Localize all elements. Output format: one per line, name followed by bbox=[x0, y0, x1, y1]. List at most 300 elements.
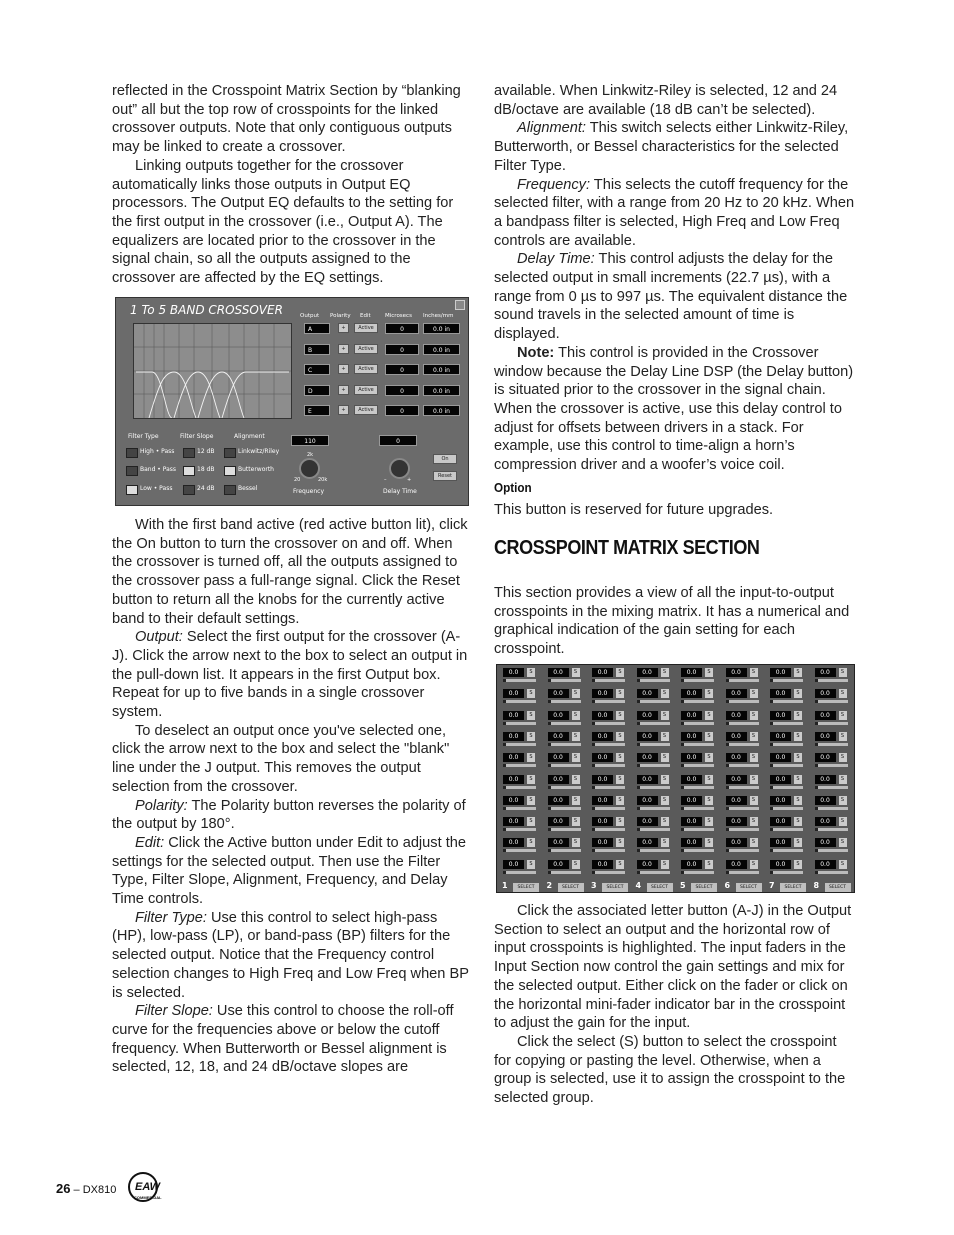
fader-handle[interactable] bbox=[815, 764, 818, 767]
mini-fader-bar[interactable] bbox=[548, 871, 581, 874]
crosspoint-cell[interactable] bbox=[500, 773, 542, 792]
mini-fader-bar[interactable] bbox=[548, 849, 581, 852]
crosspoint-cell[interactable] bbox=[500, 687, 542, 706]
frequency-field[interactable]: 110 bbox=[291, 435, 329, 446]
crosspoint-cell[interactable] bbox=[545, 773, 587, 792]
mini-fader-bar[interactable] bbox=[726, 828, 759, 831]
crosspoint-cell[interactable] bbox=[767, 836, 809, 855]
select-s-button[interactable]: S bbox=[750, 796, 758, 805]
fader-handle[interactable] bbox=[592, 828, 595, 831]
fader-handle[interactable] bbox=[548, 849, 551, 852]
fader-handle[interactable] bbox=[592, 807, 595, 810]
crosspoint-cell[interactable] bbox=[767, 687, 809, 706]
crosspoint-cell[interactable] bbox=[589, 666, 631, 685]
select-s-button[interactable]: S bbox=[661, 775, 669, 784]
crosspoint-cell[interactable] bbox=[767, 815, 809, 834]
reset-button[interactable]: Reset bbox=[433, 471, 457, 481]
select-s-button[interactable]: S bbox=[527, 838, 535, 847]
mini-fader-bar[interactable] bbox=[770, 849, 803, 852]
mini-fader-bar[interactable] bbox=[592, 743, 625, 746]
mini-fader-bar[interactable] bbox=[681, 764, 714, 767]
select-s-button[interactable]: S bbox=[661, 838, 669, 847]
crosspoint-cell[interactable] bbox=[589, 751, 631, 770]
select-s-button[interactable]: S bbox=[794, 775, 802, 784]
edit-active-button[interactable]: Active bbox=[354, 323, 378, 333]
fader-handle[interactable] bbox=[815, 807, 818, 810]
select-s-button[interactable]: S bbox=[705, 689, 713, 698]
select-s-button[interactable]: S bbox=[616, 838, 624, 847]
mini-fader-bar[interactable] bbox=[592, 764, 625, 767]
crosspoint-cell[interactable] bbox=[589, 730, 631, 749]
edit-active-button[interactable]: Active bbox=[354, 405, 378, 415]
mini-fader-bar[interactable] bbox=[548, 786, 581, 789]
crosspoint-cell[interactable] bbox=[500, 751, 542, 770]
crosspoint-cell[interactable] bbox=[678, 815, 720, 834]
select-s-button[interactable]: S bbox=[794, 668, 802, 677]
select-s-button[interactable]: S bbox=[527, 775, 535, 784]
fader-handle[interactable] bbox=[681, 722, 684, 725]
select-s-button[interactable]: S bbox=[839, 732, 847, 741]
crosspoint-cell[interactable] bbox=[767, 751, 809, 770]
select-s-button[interactable]: S bbox=[794, 732, 802, 741]
mini-fader-bar[interactable] bbox=[503, 828, 536, 831]
fader-handle[interactable] bbox=[770, 764, 773, 767]
crosspoint-cell[interactable] bbox=[589, 773, 631, 792]
select-s-button[interactable]: S bbox=[839, 753, 847, 762]
fader-handle[interactable] bbox=[681, 807, 684, 810]
select-s-button[interactable]: S bbox=[839, 817, 847, 826]
fader-handle[interactable] bbox=[548, 786, 551, 789]
fader-handle[interactable] bbox=[592, 786, 595, 789]
fader-handle[interactable] bbox=[726, 743, 729, 746]
mini-fader-bar[interactable] bbox=[548, 828, 581, 831]
fader-handle[interactable] bbox=[637, 743, 640, 746]
mini-fader-bar[interactable] bbox=[592, 786, 625, 789]
select-s-button[interactable]: S bbox=[794, 796, 802, 805]
polarity-button[interactable]: + bbox=[338, 323, 349, 333]
crosspoint-cell[interactable] bbox=[634, 794, 676, 813]
mini-fader-bar[interactable] bbox=[503, 807, 536, 810]
fader-handle[interactable] bbox=[770, 828, 773, 831]
fader-handle[interactable] bbox=[681, 786, 684, 789]
fader-handle[interactable] bbox=[592, 764, 595, 767]
select-s-button[interactable]: S bbox=[750, 775, 758, 784]
select-s-button[interactable]: S bbox=[527, 796, 535, 805]
crosspoint-cell[interactable] bbox=[500, 836, 542, 855]
crosspoint-cell[interactable] bbox=[812, 836, 854, 855]
mini-fader-bar[interactable] bbox=[770, 722, 803, 725]
mini-fader-bar[interactable] bbox=[637, 743, 670, 746]
mini-fader-bar[interactable] bbox=[770, 807, 803, 810]
select-s-button[interactable]: S bbox=[794, 689, 802, 698]
fader-handle[interactable] bbox=[503, 722, 506, 725]
fader-handle[interactable] bbox=[637, 700, 640, 703]
crosspoint-cell[interactable] bbox=[723, 709, 765, 728]
select-s-button[interactable]: S bbox=[705, 817, 713, 826]
select-button[interactable]: SELECT bbox=[513, 883, 539, 892]
mini-fader-bar[interactable] bbox=[726, 679, 759, 682]
select-s-button[interactable]: S bbox=[794, 711, 802, 720]
crosspoint-cell[interactable] bbox=[723, 836, 765, 855]
mini-fader-bar[interactable] bbox=[637, 807, 670, 810]
select-button[interactable]: SELECT bbox=[691, 883, 717, 892]
select-s-button[interactable]: S bbox=[572, 753, 580, 762]
on-button[interactable]: On bbox=[433, 454, 457, 464]
select-s-button[interactable]: S bbox=[527, 711, 535, 720]
crosspoint-cell[interactable] bbox=[589, 858, 631, 877]
output-select[interactable]: D bbox=[304, 385, 330, 396]
crosspoint-cell[interactable] bbox=[767, 709, 809, 728]
crosspoint-cell[interactable] bbox=[500, 858, 542, 877]
select-s-button[interactable]: S bbox=[750, 753, 758, 762]
microsecs-field[interactable]: 0 bbox=[385, 323, 419, 334]
microsecs-field[interactable]: 0 bbox=[385, 364, 419, 375]
crosspoint-cell[interactable] bbox=[634, 751, 676, 770]
edit-active-button[interactable]: Active bbox=[354, 385, 378, 395]
mini-fader-bar[interactable] bbox=[681, 871, 714, 874]
mini-fader-bar[interactable] bbox=[681, 679, 714, 682]
fader-handle[interactable] bbox=[637, 722, 640, 725]
select-s-button[interactable]: S bbox=[527, 817, 535, 826]
fader-handle[interactable] bbox=[815, 828, 818, 831]
fader-handle[interactable] bbox=[637, 764, 640, 767]
fader-handle[interactable] bbox=[592, 679, 595, 682]
fader-handle[interactable] bbox=[770, 871, 773, 874]
select-s-button[interactable]: S bbox=[705, 838, 713, 847]
output-select[interactable]: A bbox=[304, 323, 330, 334]
mini-fader-bar[interactable] bbox=[815, 743, 848, 746]
select-s-button[interactable]: S bbox=[527, 689, 535, 698]
select-button[interactable]: SELECT bbox=[647, 883, 673, 892]
select-s-button[interactable]: S bbox=[527, 860, 535, 869]
close-icon[interactable] bbox=[455, 300, 465, 310]
mini-fader-bar[interactable] bbox=[503, 679, 536, 682]
select-s-button[interactable]: S bbox=[750, 732, 758, 741]
fader-handle[interactable] bbox=[681, 871, 684, 874]
mini-fader-bar[interactable] bbox=[548, 764, 581, 767]
select-s-button[interactable]: S bbox=[616, 775, 624, 784]
select-s-button[interactable]: S bbox=[527, 732, 535, 741]
crosspoint-cell[interactable] bbox=[545, 751, 587, 770]
crosspoint-cell[interactable] bbox=[545, 709, 587, 728]
select-s-button[interactable]: S bbox=[661, 732, 669, 741]
select-s-button[interactable]: S bbox=[661, 817, 669, 826]
fader-handle[interactable] bbox=[681, 828, 684, 831]
select-s-button[interactable]: S bbox=[616, 860, 624, 869]
crosspoint-cell[interactable] bbox=[500, 815, 542, 834]
select-s-button[interactable]: S bbox=[794, 860, 802, 869]
polarity-button[interactable]: + bbox=[338, 385, 349, 395]
crosspoint-cell[interactable] bbox=[812, 815, 854, 834]
mini-fader-bar[interactable] bbox=[592, 700, 625, 703]
select-s-button[interactable]: S bbox=[705, 711, 713, 720]
crosspoint-cell[interactable] bbox=[545, 836, 587, 855]
fader-handle[interactable] bbox=[503, 828, 506, 831]
fader-handle[interactable] bbox=[592, 849, 595, 852]
mini-fader-bar[interactable] bbox=[815, 786, 848, 789]
select-s-button[interactable]: S bbox=[705, 775, 713, 784]
radio-18db[interactable] bbox=[183, 466, 195, 476]
mini-fader-bar[interactable] bbox=[815, 722, 848, 725]
crosspoint-cell[interactable] bbox=[545, 687, 587, 706]
fader-handle[interactable] bbox=[637, 679, 640, 682]
select-s-button[interactable]: S bbox=[839, 838, 847, 847]
crosspoint-cell[interactable] bbox=[678, 858, 720, 877]
mini-fader-bar[interactable] bbox=[726, 722, 759, 725]
select-s-button[interactable]: S bbox=[661, 668, 669, 677]
fader-handle[interactable] bbox=[503, 849, 506, 852]
fader-handle[interactable] bbox=[815, 722, 818, 725]
delay-knob[interactable] bbox=[389, 458, 410, 479]
crosspoint-cell[interactable] bbox=[589, 836, 631, 855]
polarity-button[interactable]: + bbox=[338, 364, 349, 374]
fader-handle[interactable] bbox=[770, 849, 773, 852]
mini-fader-bar[interactable] bbox=[726, 849, 759, 852]
mini-fader-bar[interactable] bbox=[770, 764, 803, 767]
select-s-button[interactable]: S bbox=[572, 838, 580, 847]
radio-low-pass[interactable] bbox=[126, 485, 138, 495]
fader-handle[interactable] bbox=[637, 807, 640, 810]
mini-fader-bar[interactable] bbox=[726, 871, 759, 874]
select-s-button[interactable]: S bbox=[750, 860, 758, 869]
mini-fader-bar[interactable] bbox=[815, 700, 848, 703]
crosspoint-cell[interactable] bbox=[723, 666, 765, 685]
crosspoint-cell[interactable] bbox=[500, 709, 542, 728]
select-s-button[interactable]: S bbox=[572, 689, 580, 698]
select-s-button[interactable]: S bbox=[839, 775, 847, 784]
select-s-button[interactable]: S bbox=[839, 689, 847, 698]
fader-handle[interactable] bbox=[592, 700, 595, 703]
mini-fader-bar[interactable] bbox=[726, 807, 759, 810]
polarity-button[interactable]: + bbox=[338, 344, 349, 354]
crosspoint-cell[interactable] bbox=[678, 773, 720, 792]
select-s-button[interactable]: S bbox=[572, 817, 580, 826]
fader-handle[interactable] bbox=[548, 871, 551, 874]
output-select[interactable]: B bbox=[304, 344, 330, 355]
radio-bessel[interactable] bbox=[224, 485, 236, 495]
crosspoint-cell[interactable] bbox=[678, 794, 720, 813]
mini-fader-bar[interactable] bbox=[815, 849, 848, 852]
mini-fader-bar[interactable] bbox=[592, 807, 625, 810]
fader-handle[interactable] bbox=[503, 807, 506, 810]
mini-fader-bar[interactable] bbox=[592, 828, 625, 831]
select-s-button[interactable]: S bbox=[705, 796, 713, 805]
mini-fader-bar[interactable] bbox=[548, 700, 581, 703]
select-s-button[interactable]: S bbox=[705, 668, 713, 677]
microsecs-field[interactable]: 0 bbox=[385, 344, 419, 355]
crosspoint-cell[interactable] bbox=[634, 773, 676, 792]
mini-fader-bar[interactable] bbox=[503, 849, 536, 852]
output-select[interactable]: C bbox=[304, 364, 330, 375]
select-s-button[interactable]: S bbox=[750, 711, 758, 720]
mini-fader-bar[interactable] bbox=[815, 807, 848, 810]
fader-handle[interactable] bbox=[503, 764, 506, 767]
fader-handle[interactable] bbox=[637, 871, 640, 874]
fader-handle[interactable] bbox=[726, 807, 729, 810]
fader-handle[interactable] bbox=[815, 871, 818, 874]
fader-handle[interactable] bbox=[726, 679, 729, 682]
crosspoint-cell[interactable] bbox=[812, 858, 854, 877]
select-s-button[interactable]: S bbox=[661, 753, 669, 762]
select-button[interactable]: SELECT bbox=[602, 883, 628, 892]
mini-fader-bar[interactable] bbox=[503, 700, 536, 703]
radio-high-pass[interactable] bbox=[126, 448, 138, 458]
select-s-button[interactable]: S bbox=[750, 817, 758, 826]
select-button[interactable]: SELECT bbox=[736, 883, 762, 892]
mini-fader-bar[interactable] bbox=[548, 743, 581, 746]
crosspoint-cell[interactable] bbox=[767, 730, 809, 749]
fader-handle[interactable] bbox=[770, 700, 773, 703]
crosspoint-cell[interactable] bbox=[589, 687, 631, 706]
fader-handle[interactable] bbox=[815, 700, 818, 703]
crosspoint-cell[interactable] bbox=[812, 687, 854, 706]
fader-handle[interactable] bbox=[548, 722, 551, 725]
crosspoint-cell[interactable] bbox=[589, 815, 631, 834]
select-s-button[interactable]: S bbox=[616, 796, 624, 805]
fader-handle[interactable] bbox=[770, 722, 773, 725]
crosspoint-cell[interactable] bbox=[634, 687, 676, 706]
select-s-button[interactable]: S bbox=[661, 860, 669, 869]
mini-fader-bar[interactable] bbox=[637, 871, 670, 874]
mini-fader-bar[interactable] bbox=[681, 722, 714, 725]
mini-fader-bar[interactable] bbox=[592, 849, 625, 852]
mini-fader-bar[interactable] bbox=[815, 828, 848, 831]
mini-fader-bar[interactable] bbox=[770, 700, 803, 703]
select-s-button[interactable]: S bbox=[527, 668, 535, 677]
mini-fader-bar[interactable] bbox=[548, 807, 581, 810]
crosspoint-cell[interactable] bbox=[589, 709, 631, 728]
crosspoint-cell[interactable] bbox=[723, 773, 765, 792]
fader-handle[interactable] bbox=[815, 679, 818, 682]
crosspoint-cell[interactable] bbox=[812, 773, 854, 792]
select-button[interactable]: SELECT bbox=[780, 883, 806, 892]
fader-handle[interactable] bbox=[503, 700, 506, 703]
edit-active-button[interactable]: Active bbox=[354, 364, 378, 374]
fader-handle[interactable] bbox=[770, 786, 773, 789]
select-s-button[interactable]: S bbox=[794, 817, 802, 826]
fader-handle[interactable] bbox=[548, 743, 551, 746]
fader-handle[interactable] bbox=[815, 743, 818, 746]
fader-handle[interactable] bbox=[637, 828, 640, 831]
fader-handle[interactable] bbox=[592, 722, 595, 725]
microsecs-field[interactable]: 0 bbox=[385, 405, 419, 416]
fader-handle[interactable] bbox=[592, 743, 595, 746]
select-s-button[interactable]: S bbox=[661, 689, 669, 698]
mini-fader-bar[interactable] bbox=[592, 722, 625, 725]
fader-handle[interactable] bbox=[681, 700, 684, 703]
fader-handle[interactable] bbox=[548, 807, 551, 810]
crosspoint-cell[interactable] bbox=[723, 858, 765, 877]
crosspoint-cell[interactable] bbox=[545, 858, 587, 877]
mini-fader-bar[interactable] bbox=[503, 722, 536, 725]
crosspoint-cell[interactable] bbox=[634, 858, 676, 877]
mini-fader-bar[interactable] bbox=[637, 700, 670, 703]
crosspoint-cell[interactable] bbox=[767, 773, 809, 792]
fader-handle[interactable] bbox=[681, 764, 684, 767]
crosspoint-cell[interactable] bbox=[634, 709, 676, 728]
radio-linkwitz-riley[interactable] bbox=[224, 448, 236, 458]
fader-handle[interactable] bbox=[726, 828, 729, 831]
select-s-button[interactable]: S bbox=[616, 817, 624, 826]
radio-band-pass[interactable] bbox=[126, 466, 138, 476]
crosspoint-cell[interactable] bbox=[634, 730, 676, 749]
mini-fader-bar[interactable] bbox=[681, 828, 714, 831]
fader-handle[interactable] bbox=[503, 871, 506, 874]
microsecs-field[interactable]: 0 bbox=[385, 385, 419, 396]
fader-handle[interactable] bbox=[770, 743, 773, 746]
crosspoint-cell[interactable] bbox=[767, 666, 809, 685]
fader-handle[interactable] bbox=[726, 722, 729, 725]
mini-fader-bar[interactable] bbox=[815, 679, 848, 682]
crosspoint-cell[interactable] bbox=[723, 730, 765, 749]
mini-fader-bar[interactable] bbox=[637, 849, 670, 852]
fader-handle[interactable] bbox=[815, 849, 818, 852]
select-s-button[interactable]: S bbox=[839, 668, 847, 677]
fader-handle[interactable] bbox=[770, 807, 773, 810]
mini-fader-bar[interactable] bbox=[770, 679, 803, 682]
mini-fader-bar[interactable] bbox=[681, 743, 714, 746]
mini-fader-bar[interactable] bbox=[637, 722, 670, 725]
fader-handle[interactable] bbox=[726, 700, 729, 703]
select-s-button[interactable]: S bbox=[616, 668, 624, 677]
crosspoint-cell[interactable] bbox=[812, 666, 854, 685]
fader-handle[interactable] bbox=[503, 786, 506, 789]
fader-handle[interactable] bbox=[592, 871, 595, 874]
mini-fader-bar[interactable] bbox=[637, 786, 670, 789]
fader-handle[interactable] bbox=[548, 764, 551, 767]
select-s-button[interactable]: S bbox=[750, 668, 758, 677]
crosspoint-cell[interactable] bbox=[500, 666, 542, 685]
select-s-button[interactable]: S bbox=[750, 689, 758, 698]
polarity-button[interactable]: + bbox=[338, 405, 349, 415]
mini-fader-bar[interactable] bbox=[770, 743, 803, 746]
fader-handle[interactable] bbox=[726, 871, 729, 874]
mini-fader-bar[interactable] bbox=[726, 743, 759, 746]
mini-fader-bar[interactable] bbox=[637, 828, 670, 831]
crosspoint-cell[interactable] bbox=[545, 815, 587, 834]
mini-fader-bar[interactable] bbox=[592, 679, 625, 682]
select-s-button[interactable]: S bbox=[705, 732, 713, 741]
select-s-button[interactable]: S bbox=[572, 775, 580, 784]
select-s-button[interactable]: S bbox=[616, 753, 624, 762]
crosspoint-cell[interactable] bbox=[678, 709, 720, 728]
crosspoint-cell[interactable] bbox=[678, 687, 720, 706]
crosspoint-cell[interactable] bbox=[767, 858, 809, 877]
fader-handle[interactable] bbox=[548, 700, 551, 703]
crosspoint-cell[interactable] bbox=[812, 751, 854, 770]
radio-butterworth[interactable] bbox=[224, 466, 236, 476]
mini-fader-bar[interactable] bbox=[726, 700, 759, 703]
mini-fader-bar[interactable] bbox=[548, 722, 581, 725]
mini-fader-bar[interactable] bbox=[503, 871, 536, 874]
fader-handle[interactable] bbox=[503, 743, 506, 746]
fader-handle[interactable] bbox=[681, 679, 684, 682]
select-s-button[interactable]: S bbox=[572, 668, 580, 677]
mini-fader-bar[interactable] bbox=[681, 700, 714, 703]
fader-handle[interactable] bbox=[770, 679, 773, 682]
fader-handle[interactable] bbox=[637, 849, 640, 852]
select-s-button[interactable]: S bbox=[794, 753, 802, 762]
fader-handle[interactable] bbox=[548, 828, 551, 831]
crosspoint-cell[interactable] bbox=[723, 794, 765, 813]
radio-24db[interactable] bbox=[183, 485, 195, 495]
fader-handle[interactable] bbox=[681, 849, 684, 852]
crosspoint-cell[interactable] bbox=[812, 709, 854, 728]
fader-handle[interactable] bbox=[726, 849, 729, 852]
crosspoint-cell[interactable] bbox=[678, 751, 720, 770]
mini-fader-bar[interactable] bbox=[637, 679, 670, 682]
select-s-button[interactable]: S bbox=[750, 838, 758, 847]
